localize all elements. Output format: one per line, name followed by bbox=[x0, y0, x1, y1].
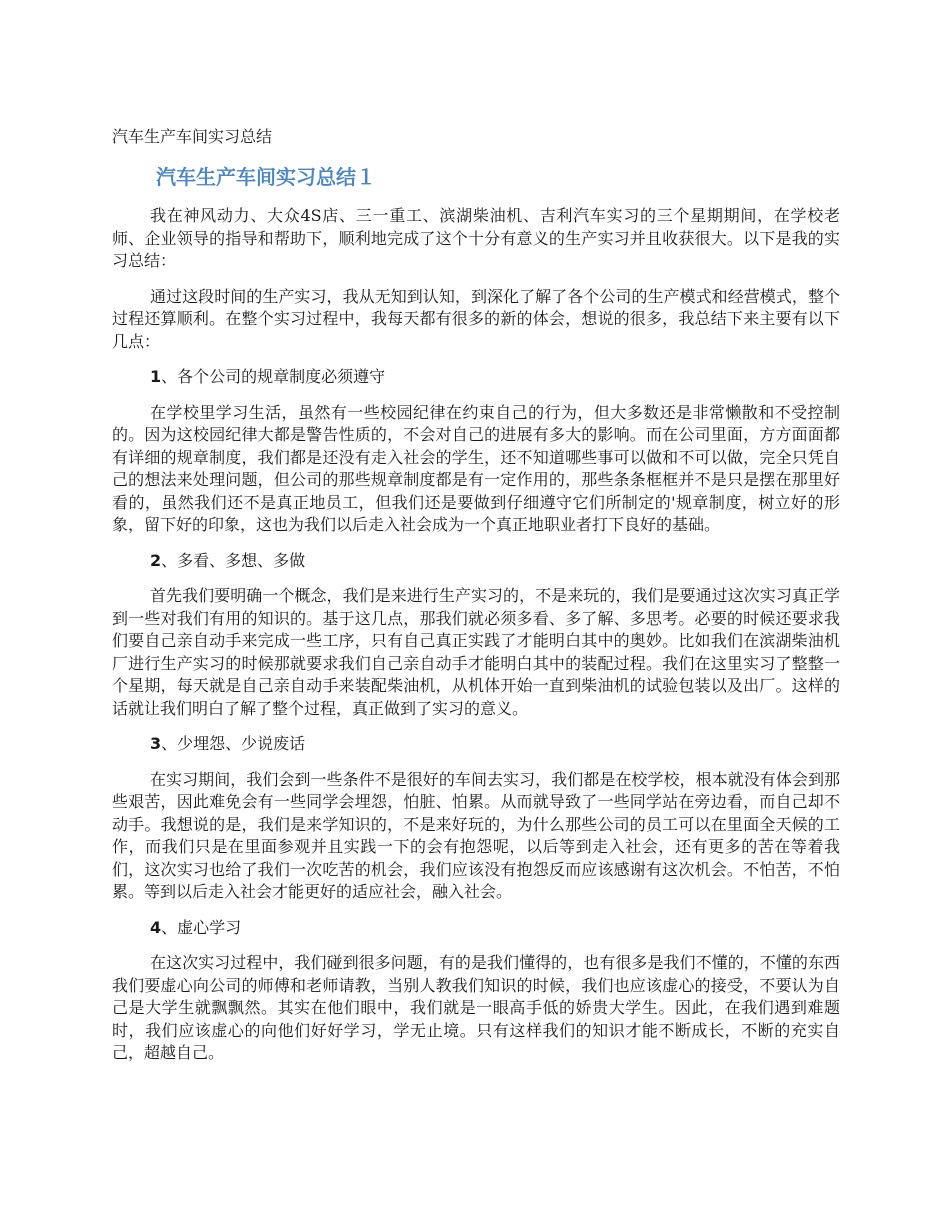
intro-paragraph-2: 通过这段时间的生产实习，我从无知到认知，到深化了解了各个公司的生产模式和经营模式，整个过程还算顺利。在整个实习过程中，我每天都有很多的新的体会，想说的很多，我总结下来主要有以下几点： bbox=[112, 286, 840, 351]
section-title: 、多看、多想、多做 bbox=[161, 550, 306, 570]
document-body bbox=[112, 205, 840, 1078]
section-title: 、虚心学习 bbox=[161, 917, 242, 937]
section-paragraph-4: 在这次实习过程中，我们碰到很多问题，有的是我们懂得的，也有很多是我们不懂的，不懂的东西我们要虚心向公司的师傅和老师请教，当别人教我们知识的时候，我们也应该虚心的接受，不要认为自己是大学生就飘飘然。其实在他们眼中，我们就是一眼高手低的娇贵大学生。因此，在我们遇到难题时，我们应该虚心的向他们好好学习，学无止境。只有这样我们的知识才能不断成长，不断的充实自己，超越自己。 bbox=[112, 953, 840, 1062]
section-number: 2 bbox=[150, 550, 162, 570]
document-title: 汽车生产车间实习总结 bbox=[112, 127, 273, 146]
section-paragraph-3: 在实习期间，我们会到一些条件不是很好的车间去实习，我们都是在校学校，根本就没有体会到那些艰苦，因此难免会有一些同学会埋怨，怕脏、怕累。从而就导致了一些同学站在旁边看，而自己却不动手。我想说的是，我们是来学知识的，不是来好玩的，为什么那些公司的员工可以在里面全天候的工作，而我们只是在里面参观并且实践一下的会有抱怨呢，以后等到走入社会，还有更多的苦在等着我们，这次实习也给了我们一次吃苦的机会，我们应该没有抱怨反而应该感谢有这次机会。不怕苦，不怕累。等到以后走入社会才能更好的适应社会，融入社会。 bbox=[112, 769, 840, 901]
section-heading-4 bbox=[112, 917, 840, 940]
section-heading-1 bbox=[112, 366, 840, 389]
section-paragraph-1: 在学校里学习生活，虽然有一些校园纪律在约束自己的行为，但大多数还是非常懒散和不受控制的。因为这校园纪律大都是警告性质的，不会对自己的进展有多大的影响。而在公司里面，方方面面都有详细的规章制度，我们都是还没有走入社会的学生，还不知道哪些事可以做和不可以做，完全只凭自己的想法来处理问题，但公司的那些规章制度都是有一定作用的，那些条条框框并不是只是摆在那里好看的，虽然我们还不是真正地员工，但我们还是要做到仔细遵守它们所制定的'规章制度，树立好的形象，留下好的印象，这也为我们以后走入社会成为一个真正地职业者打下良好的基础。 bbox=[112, 402, 840, 534]
section-paragraph-2: 首先我们要明确一个概念，我们是来进行生产实习的，不是来玩的，我们是要通过这次实习真正学到一些对我们有用的知识的。基于这几点，那我们就必须多看、多了解、多思考。必要的时候还要求我们要自己亲自动手来完成一些工序，只有自己真正实践了才能明白其中的奥妙。比如我们在滨湖柴油机厂进行生产实习的时候那就要求我们自己亲自动手才能明白其中的装配过程。我们在这里实习了整整一个星期，每天就是自己亲自动手来装配柴油机，从机体开始一直到柴油机的试验包装以及出厂。这样的话就让我们明白了解了整个过程，真正做到了实习的意义。 bbox=[112, 586, 840, 718]
section-number: 1 bbox=[150, 367, 162, 386]
intro-paragraph-1: 我在神风动力、大众4S店、三一重工、滨湖柴油机、吉利汽车实习的三个星期期间，在学校老师、企业领导的指导和帮助下，顺利地完成了这个十分有意义的生产实习并且收获很大。以下是我的实习总结： bbox=[112, 206, 840, 270]
section-number: 4 bbox=[150, 917, 162, 937]
section-title: 、少埋怨、少说废话 bbox=[161, 734, 306, 753]
section-heading-2 bbox=[112, 550, 840, 573]
section-title: 、各个公司的规章制度必须遵守 bbox=[161, 367, 386, 386]
document-heading: 汽车生产车间实习总结１ bbox=[156, 165, 376, 189]
section-number: 3 bbox=[150, 734, 162, 753]
section-heading-3 bbox=[112, 733, 840, 756]
